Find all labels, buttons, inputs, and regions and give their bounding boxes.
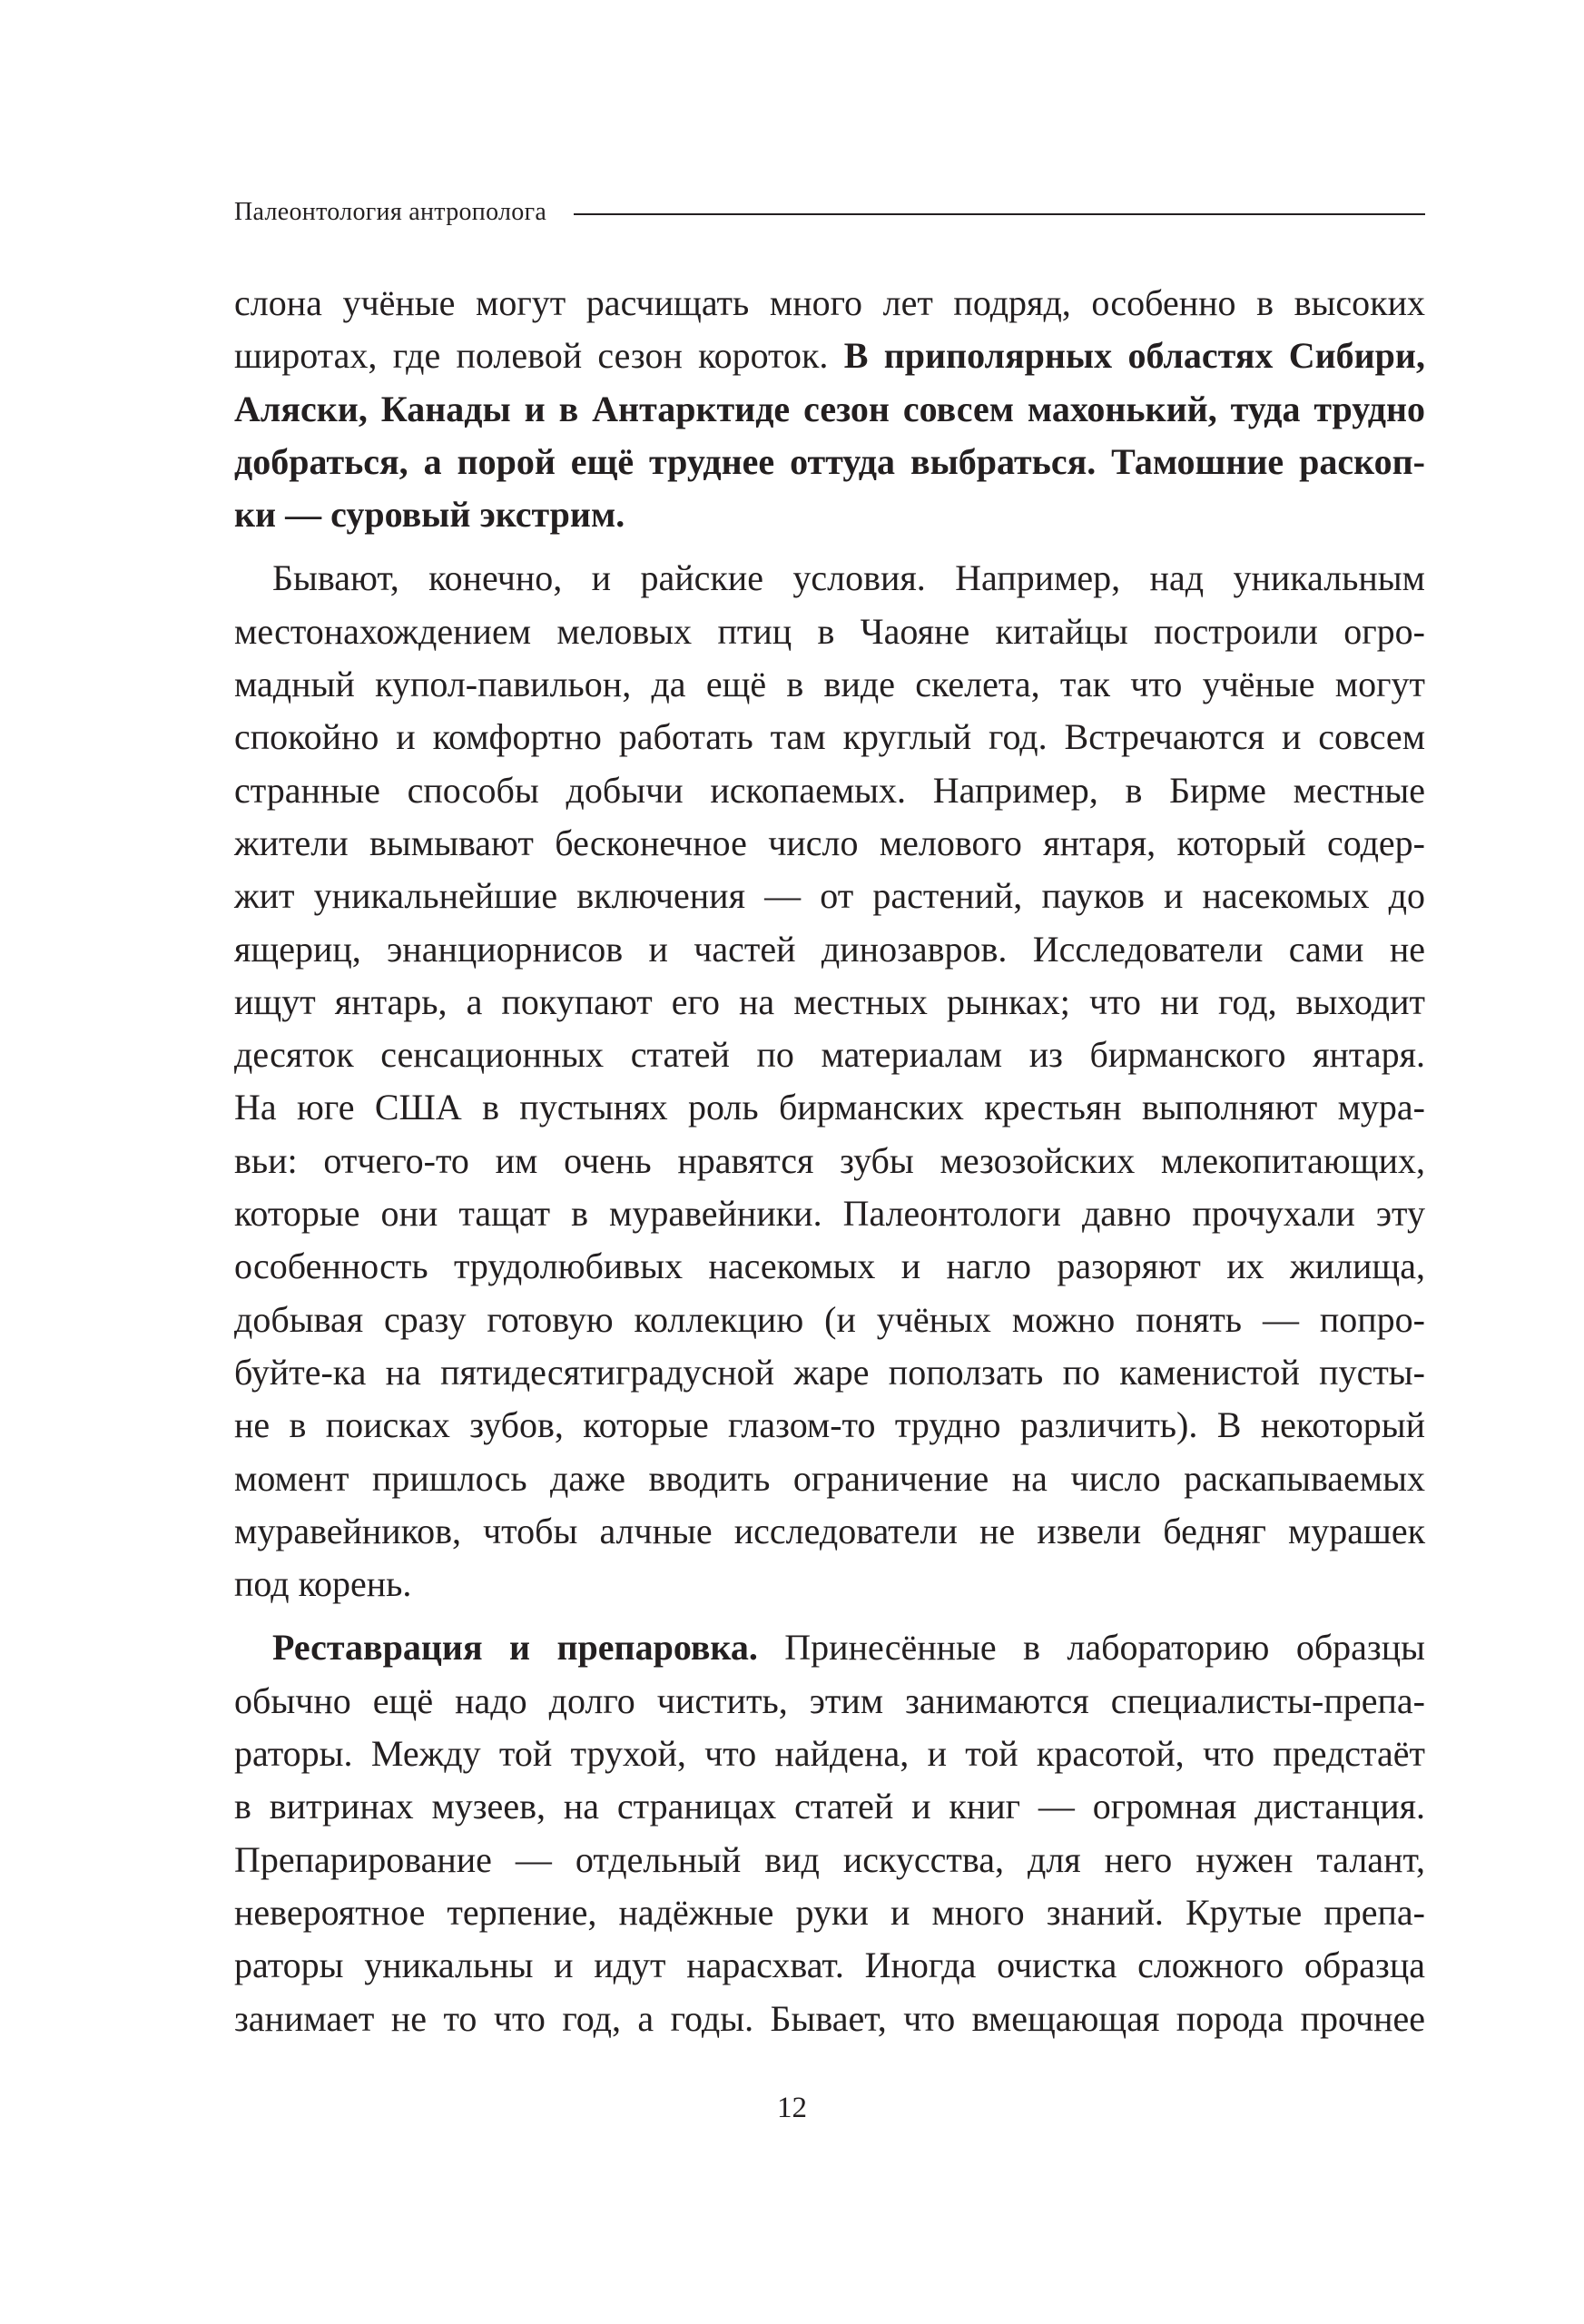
text-line: ящериц, энанциорнисов и частей динозавров. Исследователи сами не xyxy=(234,928,1425,970)
bold-text-line: добраться, а порой ещё труднее оттуда выбраться. Тамошние раскоп- xyxy=(234,440,1425,482)
text-line: не в поисках зубов, которые глазом-то трудно различить). В некоторый xyxy=(234,1404,1425,1446)
text-line: Препарирование — отдельный вид искусства, для него нужен талант, xyxy=(234,1838,1425,1880)
bold-text-line: ки — суровый экстрим. xyxy=(234,494,625,536)
text-line: момент пришлось даже вводить ограничение на число раскапываемых xyxy=(234,1457,1425,1499)
text-line: жит уникальнейшие включения — от растений, пауков и насекомых до xyxy=(234,875,1425,917)
text-line: буйте-ка на пятидесятиградусной жаре поползать по каменистой пусты- xyxy=(234,1351,1425,1393)
text-line: под корень. xyxy=(234,1563,412,1605)
text-line: занимает не то что год, а годы. Бывает, что вмещающая порода прочнее xyxy=(234,1997,1425,2039)
paragraph-1 xyxy=(234,277,1425,541)
text-line: муравейников, чтобы алчные исследователи не извели бедняг мурашек xyxy=(234,1510,1425,1551)
text-line: которые они тащат в муравейники. Палеонтологи давно прочухали эту xyxy=(234,1193,1425,1235)
running-head-rule xyxy=(574,213,1425,215)
text-line: десяток сенсационных статей по материалам из бирманского янтаря. xyxy=(234,1034,1425,1076)
running-head xyxy=(234,194,1425,231)
running-head-title: Палеонтология антрополога xyxy=(234,198,547,226)
text-line: раторы уникальны и идут нарасхват. Иногда очистка сложного образца xyxy=(234,1945,1425,1986)
text-line: Бывают, конечно, и райские условия. Например, над уникальным xyxy=(272,557,1425,599)
text-line xyxy=(234,330,1425,382)
page-body xyxy=(234,277,1425,2045)
paragraph-gap xyxy=(234,541,1425,552)
text-line: жители вымывают бесконечное число мелового янтаря, который содер- xyxy=(234,822,1425,863)
paragraph-gap xyxy=(234,1610,1425,1621)
text-line: спокойно и комфортно работать там круглый год. Встречаются и совсем xyxy=(234,716,1425,758)
text-line: ищут янтарь, а покупают его на местных рынках; что ни год, выходит xyxy=(234,980,1425,1022)
section-lead-heading: Реставрация и препаровка. xyxy=(272,1627,758,1669)
bold-text-line: Аляски, Канады и в Антарктиде сезон совсем махонький, туда трудно xyxy=(234,388,1425,429)
text-run: Принесённые в лабораторию образцы xyxy=(757,1627,1425,1669)
text-line xyxy=(234,1621,1425,1674)
bold-text-run: В приполярных областях Сибири, xyxy=(843,335,1425,377)
text-line: вьи: отчего-то им очень нравятся зубы мезозойских млекопитающих, xyxy=(234,1139,1425,1181)
text-line: На юге США в пустынях роль бирманских крестьян выполняют мура- xyxy=(234,1087,1425,1128)
text-line: слона учёные могут расчищать много лет подряд, особенно в высоких xyxy=(234,282,1425,323)
text-line: раторы. Между той трухой, что найдена, и той красотой, что предстаёт xyxy=(234,1733,1425,1775)
text-line: в витринах музеев, на страницах статей и книг — огромная дистанция. xyxy=(234,1786,1425,1827)
text-line: странные способы добычи ископаемых. Например, в Бирме местные xyxy=(234,769,1425,811)
text-line: местонахождением меловых птиц в Чаояне китайцы построили огро- xyxy=(234,610,1425,652)
text-line: добывая сразу готовую коллекцию (и учёных можно понять — попро- xyxy=(234,1298,1425,1340)
paragraph-3 xyxy=(234,1621,1425,2044)
text-line: мадный купол-павильон, да ещё в виде скелета, так что учёные могут xyxy=(234,664,1425,705)
text-line: невероятное терпение, надёжные руки и много знаний. Крутые препа- xyxy=(234,1891,1425,1933)
page-number: 12 xyxy=(777,2092,807,2124)
paragraph-2 xyxy=(234,552,1425,1610)
text-line: обычно ещё надо долго чистить, этим занимаются специалисты-препа- xyxy=(234,1679,1425,1721)
text-run: широтах, где полевой сезон короток. xyxy=(234,335,844,377)
text-line: особенность трудолюбивых насекомых и нагло разоряют их жилища, xyxy=(234,1246,1425,1287)
